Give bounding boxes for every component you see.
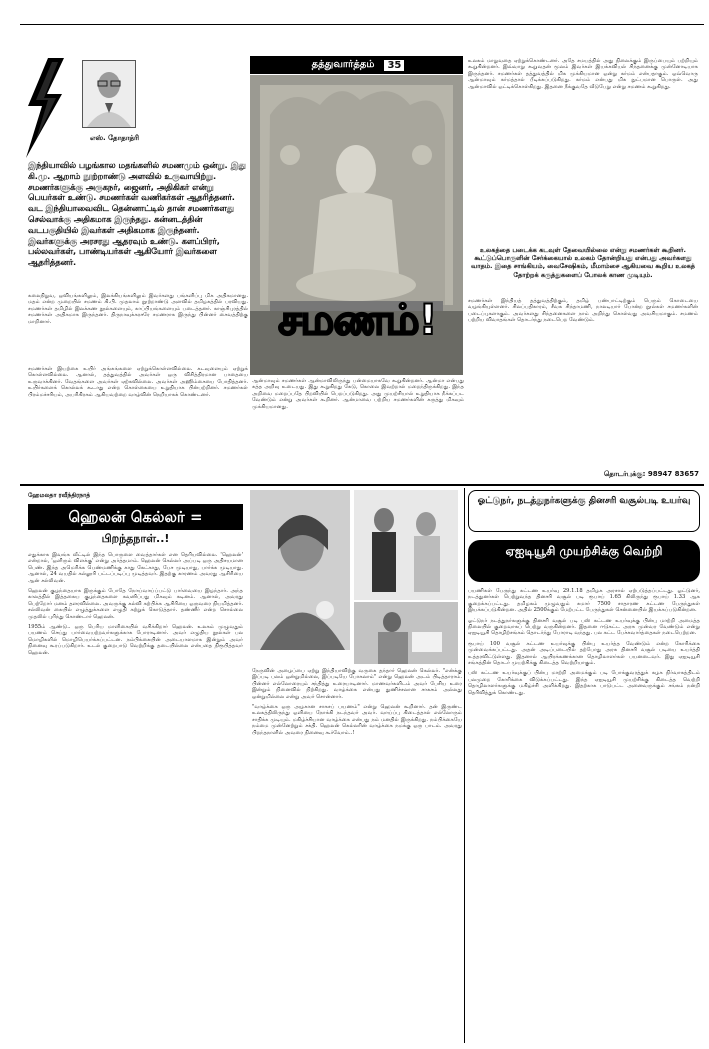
lead-text: இந்தியாவில் பழங்கால மதங்களில் சமணமும் ஒன்று. இது கி.மு. ஆறாம் நூற்றாண்டு அளவில் உருவாயிற்று. சமணர்களுக்கு அருகநர், ஜைனர், அதிகிகர் என்று பெயர்கள் உண்டு. சமணர்கள் வணிகர்கள் ஆதரித்தனர். வட இந்தியாவைவிட தென்னாட்டில் தான் சமணர்களது செல்வாக்கு அதிகமாக இருந்தது. கன்னடத்தின் வடபகுதியில் இவர்கள் அதிகமாக இருந்தனர். இவர்களுக்கு அரசரது ஆதரவும் உண்டு. களப்பிரர், பல்லவர்கள், பாண்டியர்கள் ஆகியோர் இவர்களை ஆதரித்தனர்.	[28, 160, 246, 268]
series-label-group	[258, 57, 458, 73]
aituc-para-4: பஸ் கட்டண உயர்வுக்குப் பின்பு மாற்றி அமைக்கும் படி போக்குவரத்துக் கழக நிர்வாகத்திடம் பலமுறை கோரிக்கை விடுக்கப்பட்டது. இந்த ஏஐடியூசி முயற்சிக்கு கிடைத்த வெற்றி தொழிலாளர்களுக்கு மகிழ்ச்சி அளிக்கிறது. இதற்காக பாடுபட்ட அனைவருக்கும் சங்கம் நன்றி தெரிவித்துக் கொண்டது.	[468, 670, 700, 696]
series-label: தத்துவார்த்தம்	[311, 59, 375, 70]
series-number: 35	[384, 60, 404, 71]
body-paragraph-2: சமணர்கள் இயற்கை உயிர் அங்கங்களை ஏற்றுக்கொள்ளவில்லை. கடவுளையும் ஏற்றுக் கொள்ளவில்லை. ஆனால், தத்துவத்தில் அவர்கள் ஒரு விசித்திரமான பாதையை உருவாக்கினர். வேதங்களை அவர்கள் ஏற்கவில்லை. அவர்கள் அஹிம்சையை போதித்தனர். உயிர்களைக் கொல்லக் கூடாது என்ற கொள்கையை உறுதியாக பின்பற்றினர். சமணர்கள் பிரம்மச்சரியம், அபரிகிரகம் ஆகியவற்றை வாழ்வின் நெறியாகக் கொண்டனர்.	[28, 366, 248, 398]
helen-para-5: "வாழ்க்கை ஒரு அழகான சாகசப் பயணம்" என்று ஹெலன் கூறினார். தன் இருண்ட உலகத்திலிருந்து ஒளியை நோக்கி நடந்தவர் அவர். வாய்ப்பு கிடைத்தால் எல்லோரும் சாதிக்க முடியும். மகிழ்ச்சியான வாழ்க்கை என்பது நம் மனதில் இருக்கிறது. நம்பிக்கையே நம்மை முன்னேற்றும் சக்தி. ஹெலன் கெல்லரின் வாழ்க்கை நமக்கு ஒரு பாடம். அவரது பிறந்தநாளில் அவரை நினைவு கூர்வோம்..!	[252, 704, 462, 736]
body-paragraph-5: சமணர்கள் இந்தியத் தத்துவத்திற்கும், தமிழ் பண்பாட்டிற்கும் பெரும் கொடையை வழங்கியுள்ளனர். சிலப்பதிகாரம், சீவக சிந்தாமணி, நாலடியார் போன்ற நூல்கள் சமணர்களின் படைப்புகளாகும். அவர்களது சிந்தனைகளை நாம் அறிந்து கொள்வது அவசியமாகும். சமணம் பற்றிய விவாதங்கள் தொடர்ந்து நடைபெற வேண்டும்.	[468, 298, 698, 324]
author-name: எஸ். தோதாத்ரி	[90, 134, 140, 142]
aituc-para-1: பயணிகள் பேருந்து கட்டண உயர்வு 29.1.18 தமிழக அரசால் ஏற்படுத்தப்பட்டது. ஓட்டுனர், நடத்துனர்கள் பெற்றுவந்த தினசரி வசூல் படி ரூபாய் 1.65 கிலிருந்து ரூபாய் 1.33 ஆக குறைக்கப்பட்டது. தமிழகம் முழுவதும் சுமார் 7500 சாதாரண கட்டண பேருந்துகள் இயக்கப்படுகின்றன. அதில் 2500க்கும் மேற்பட்ட பேருந்துகள் சென்னையில் இயக்கப்படுகின்றன.	[468, 588, 700, 614]
aituc-para-3: ரூபாய் 100 வசூல் கட்டண உயர்வுக்கு பின்பு உயர்த்த வேண்டும் என்ற கோரிக்கை முன்வைக்கப்பட்டது. அதன் அடிப்படையில் தற்போது அரசு தினசரி வசூல் படியை உயர்த்தி உத்தரவிட்டுள்ளது. இதனால் ஆயிரக்கணக்கான தொழிலாளர்கள் பயனடைவர். இது ஏஐடியூசி சங்கத்தின் தொடர் முயற்சிக்கு கிடைத்த வெற்றியாகும்.	[468, 640, 700, 667]
helen-para-1: எதுக்காக இவங்க வீட்டில் இந்த பொருளை வைத்தார்கள் என தெரியவில்லை. 'ஹெலன்' என்றால், 'ஒளிரும் விளக்கு' என்று அர்த்தமாம். ஹெலன் கெல்லர் அப்படி ஒரு அதிசயமான பெண். இந்த அமெரிக்க பெண்மணிக்கு காது கேட்காது, பேச முடியாது, பார்க்க முடியாது. ஆனால், 24 வயதில் கல்லூரி பட்டப்படிப்பு முடித்தவர். இதற்கு காரணம் அவரது ஆசிரியை ஆன் சல்லிவன்.	[28, 552, 243, 584]
contact-line: தொடர்புக்கு: 98947 83657	[603, 470, 699, 478]
helen-para-4: நேருவின் அழைப்பை ஏற்று இந்தியாவிற்கு வருகை தந்தார் ஹெலன் கெல்லர். "என்க்கு இப்படி பலம் ஒன்றுமில்லை, இப்படியே போகலாம்" என்று ஹெலன் அடம் பிடித்தாராம். பின்னர் எல்லோரையும் சந்தித்து உரையாடினார். மாணவர்களிடம் அவர் பேசிய உரை இன்றும் நினைவில் நிற்கிறது. வாழ்க்கை என்பது துணிச்சலான சாகசம் அல்லது ஒன்றுமில்லை என்று அவர் சொன்னார்.	[252, 668, 462, 700]
helen-portrait-photo	[250, 490, 350, 650]
helen-body-1	[28, 552, 243, 1042]
section-rule	[20, 484, 704, 486]
aituc-body	[468, 588, 700, 1042]
helen-reading-photo	[354, 602, 458, 664]
aituc-para-2: ஓட்டுநர் நடத்துநர்களுக்கு தினசரி வசூல் படி பஸ் கட்டண உயர்வுக்கு பின்பு மாற்றி அமைத்த நிலையில் குறைவாகப் பெற்று வருகின்றனர். இதனை ஈடுகட்ட அரசு முன்வர வேண்டும் என்று ஏஐடியூசி தொழிற்சங்கம் தொடர்ந்து போராடி வந்தது. பல கட்ட பேச்சுவார்த்தைகள் நடைபெற்றன.	[468, 617, 700, 637]
aituc-headline: ஏஐடியூசி முயற்சிக்கு வெற்றி	[468, 540, 700, 582]
helen-title: ஹெலன் கெல்லர் =	[28, 504, 243, 530]
author-portrait	[82, 60, 136, 128]
lightning-logo-icon	[22, 58, 68, 158]
helen-para-3: 1955ம் ஆண்டு.. ஒரு பெரிய மாளிகையில் வசிக்கிறார் ஹெலன். உலகம் முழுவதும் பயணம் செய்து பார்வையற்றவர்களுக்காக போராடினார். அவர் எழுதிய நூல்கள் பல மொழிகளில் மொழிபெயர்க்கப்பட்டன. நம்பிக்கையின் அடையாளமாக இன்றும் அவர் நினைவு கூரப்படுகிறார். உடல் குறைபாடு வெற்றிக்கு தடையில்லை என்பதை நிரூபித்தவர் ஹெலன்.	[28, 624, 243, 656]
lead-paragraph	[28, 160, 248, 268]
helen-para-2: ஹெலன் குழந்தையாக இருக்கும் போதே நோய்வாய்ப்பட்டு பார்வையை இழந்தார். அந்த காலத்தில் இத்தகைய குழந்தைகளை கவனிப்பது மிகவும் கடினம். ஆனால், அவரது பெற்றோர் மனம் தளரவில்லை. அவருக்கு கல்வி கற்பிக்க ஆசிரியை ஒருவரை நியமித்தனர். சல்லிவன் கையில் எழுத்துக்களை எழுதி கற்றுக் கொடுத்தார். தண்ணீர் என்ற சொல்லை முதலில் புரிந்து கொண்டார் ஹெலன்.	[28, 588, 243, 620]
column-divider	[464, 488, 465, 1043]
body-paragraph-1: கலைநிறுவ, ஒவியங்களிலும், இலக்கியங்களிலும் இவர்களது பங்களிப்பு மிக அதிகமானது. மதம் என்ற முறையில் சமணம் கி.பி. முதலாம் நூற்றாண்டு அளவில் தமிழகத்தில் பரவியது. சமணர்கள் தமிழில் இலக்கண நூல்களையும், காப்பியங்களையும் படைத்தனர். காஞ்சிபுரத்தில் சமணர்கள் அதிகமாக இருந்தனர். திருநாவுக்கரசரே சமணராக இருந்து பின்னர் சைவத்திற்கு மாறினார்.	[28, 293, 248, 325]
pull-quote: உலகத்தை படைக்க கடவுள் தேவையில்லை என்று சமணர்கள் கூறினர். கூட்டுப்பொருளின் சேர்க்கையால் உலகம் தோன்றியது என்பது அவர்களது வாதம். இதை சாங்கியம், வைசேஷிகம், மீமாம்சை ஆகியவை கூறிய உலகத் தோற்றக் கருத்துகளைப் போலக் காண முடியும்.	[470, 246, 696, 279]
helen-body-2	[252, 668, 462, 1042]
aituc-box-title: ஓட்டுநர், நடத்துநர்களுக்கு தினசரி வசூல்படி உயர்வு	[468, 490, 700, 532]
helen-subtitle: பிறந்தநாள்..!	[101, 532, 170, 545]
header-rule	[20, 24, 704, 25]
body-paragraph-4: உலகம் மாறுவதை ஏற்றுக்கொண்டனர். அதே சமயத்தில் அது நிலைக்கும் இருப்பையும் பற்றியும் கூறுகின்றனர். இவ்வாறு கூறுவதன் மூலம் இவர்கள் இயக்கவியல் சிந்தனைக்கு முன்னோடியாக இருந்தனர். சமணர்கள் தத்துவத்தில் மிக முக்கியமான ஒன்று கர்மம் என்பதாகும். ஒவ்வொரு ஆன்மாவும் கர்மத்தால் பீடிக்கப்படுகிறது. கர்மம் என்பது மிக நுட்பமான பொருள். அது ஆன்மாவில் ஒட்டிக்கொள்கிறது. இதனை நீக்குவதே வீடுபேறு என்று சமணம் கூறுகிறது.	[468, 58, 698, 90]
body-paragraph-3: ஆன்மாவும் சமணர்கள் ஆன்மாவிலிருந்து பன்மையாகவே கூறுகின்றனர். ஆன்மா என்பது சுத்த அறிவு உடையது. இது கூறுகிறது கேடு, கொலை இவற்றால் மறைந்திருக்கிறது. இந்த அறிவை மறைப்பதே பிறவியில் பெறப்படுகிறது. அது முயற்சியால் உறுதியாக நீக்கப்பட வேண்டும் என்று அவர்கள் கூறினர். ஆன்மாவை பற்றிய சமணர்களின் கருத்து மிகவும் முக்கியமானது.	[252, 378, 464, 410]
author-tag: ஹேமலதா ரவீந்திரநாத்	[28, 492, 91, 499]
article-title: சமணம்!	[278, 295, 437, 344]
helen-nehru-photo	[354, 490, 458, 600]
